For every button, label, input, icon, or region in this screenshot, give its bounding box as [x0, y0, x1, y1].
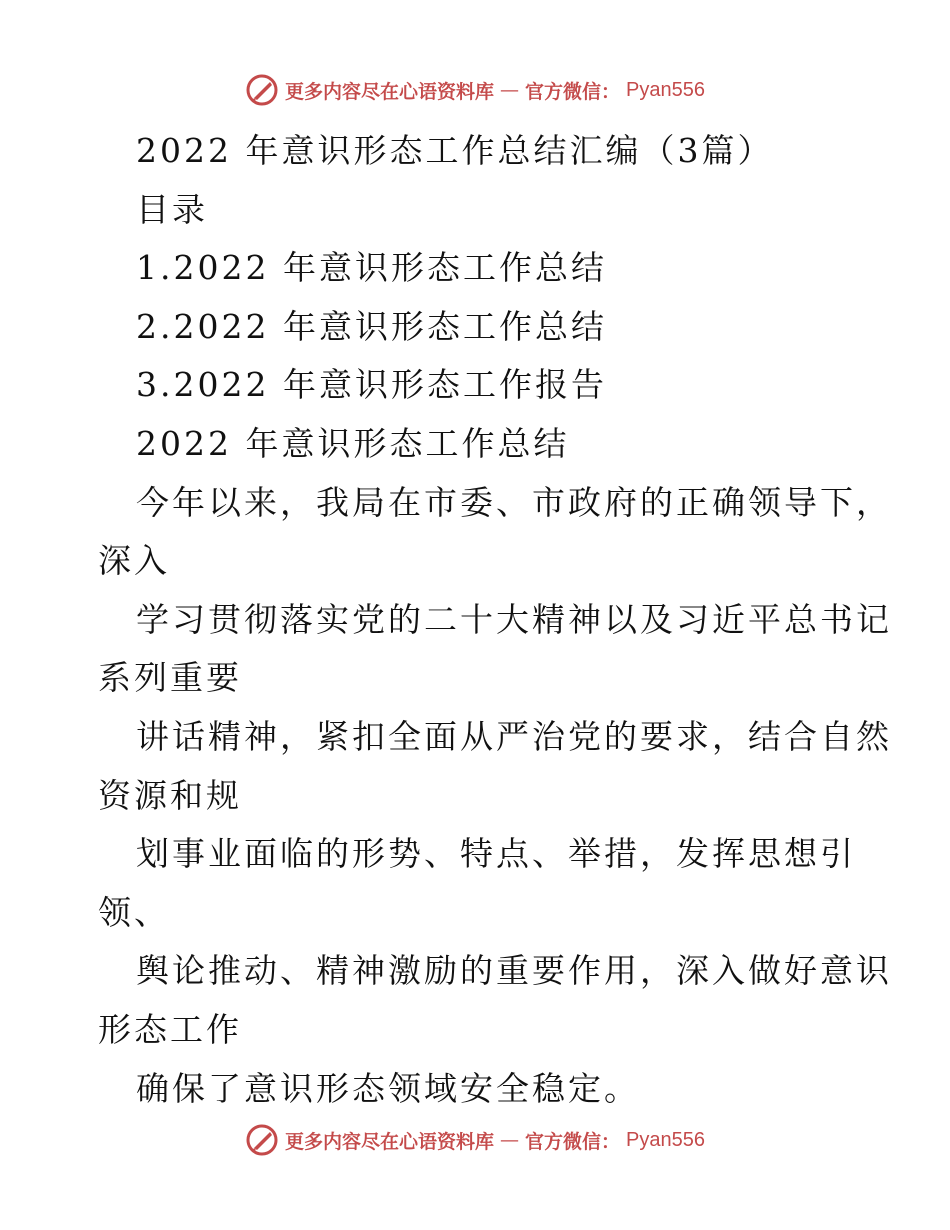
document-body — [98, 122, 892, 1118]
text-line: 深入 — [98, 541, 170, 581]
text-line: 讲话精神，紧扣全面从严治党的要求，结合自然 — [136, 716, 892, 756]
text-line: 学习贯彻落实党的二十大精神以及习近平总书记 — [136, 599, 892, 639]
text-line: 资源和规 — [98, 775, 242, 815]
banner-brand-text: 更多内容尽在心语资料库 — [285, 80, 495, 103]
banner-account-id: Pyan556 — [626, 1128, 705, 1151]
text-line: 划事业面临的形势、特点、举措，发挥思想引 — [136, 834, 856, 874]
banner-account-id: Pyan556 — [626, 78, 705, 101]
text-line: 系列重要 — [98, 658, 242, 698]
banner-brand-text: 更多内容尽在心语资料库 — [285, 1130, 495, 1153]
quill-pen-logo-icon — [245, 1123, 279, 1157]
quill-pen-logo-icon — [245, 73, 279, 107]
banner-official-label: 官方微信： — [525, 1130, 621, 1153]
banner-dash: — — [500, 1129, 520, 1151]
text-line: 领、 — [98, 892, 170, 932]
text-line: 2022 年意识形态工作总结 — [136, 423, 570, 463]
text-line: 今年以来，我局在市委、市政府的正确领导下， — [136, 482, 892, 522]
banner-dash: — — [500, 79, 520, 101]
footer-banner — [0, 1120, 950, 1160]
text-line: 确保了意识形态领域安全稳定。 — [136, 1068, 640, 1108]
header-banner — [0, 70, 950, 110]
text-line: 1.2022 年意识形态工作总结 — [136, 248, 607, 288]
banner-official-label: 官方微信： — [525, 80, 621, 103]
text-line: 2.2022 年意识形态工作总结 — [136, 306, 607, 346]
text-line: 3.2022 年意识形态工作报告 — [136, 365, 607, 405]
text-line: 形态工作 — [98, 1009, 242, 1049]
text-line: 目录 — [136, 189, 208, 229]
text-line: 舆论推动、精神激励的重要作用，深入做好意识 — [136, 951, 892, 991]
text-line: 2022 年意识形态工作总结汇编（3篇） — [136, 131, 774, 170]
